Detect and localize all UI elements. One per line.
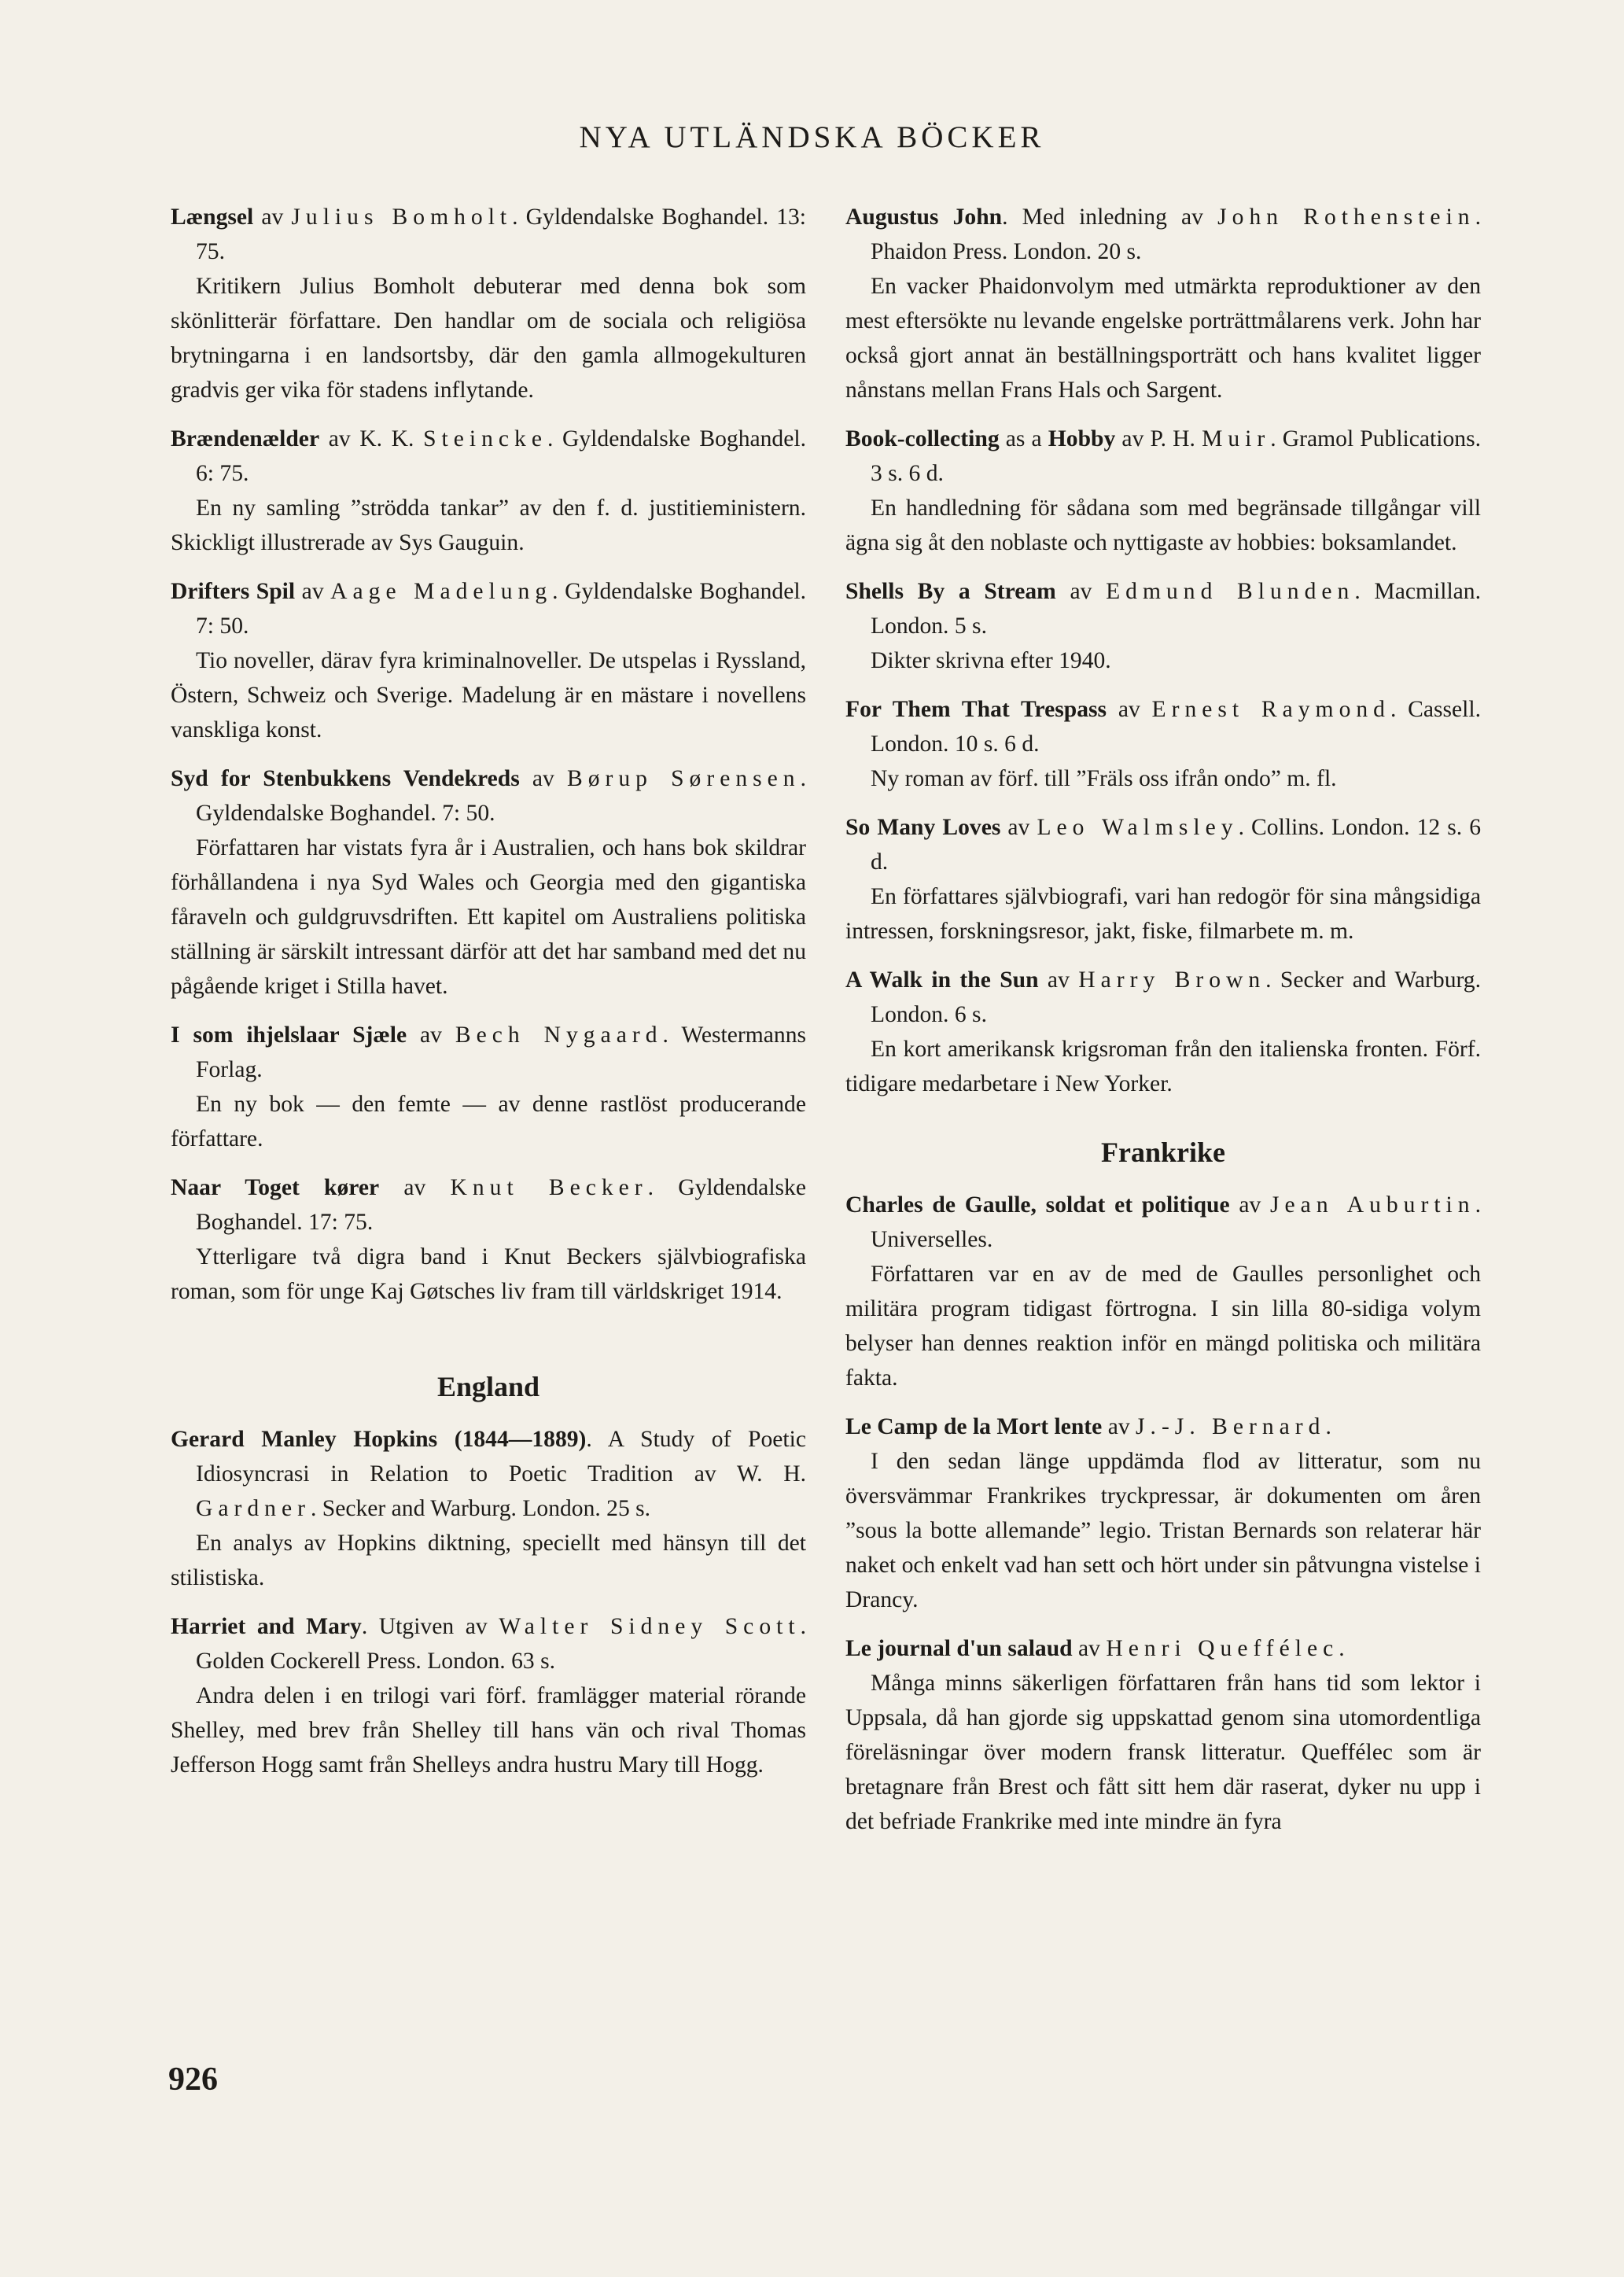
book-author: Aage Madelung bbox=[330, 579, 553, 604]
book-author: Muir bbox=[1202, 426, 1271, 451]
book-title: Book-collecting bbox=[845, 426, 1000, 451]
book-entry: Le journal d'un salaud av Henri Queffélec. Många minns säkerligen författaren från hans tid som lektor i Uppsala, då han gjorde sig uppskattad genom sina utomordentliga föreläsningar över modern fransk litteratur. Queffélec som är bretagnare från Brest och fått sitt hem där raserat, dyker nu upp i det befriade Frankrike med inte mindre än fyra bbox=[845, 1631, 1481, 1839]
book-description: Dikter skrivna efter 1940. bbox=[871, 648, 1111, 673]
book-entry: Gerard Manley Hopkins (1844—1889). A Study of Poetic Idiosyncrasi in Relation to Poetic Tradition av W. H. Gardner. Secker and Warburg. London. 25 s. En analys av Hopkins diktning, speciellt med hänsyn till det stilistiska. bbox=[171, 1422, 806, 1595]
book-author: Edmund Blunden bbox=[1106, 579, 1355, 604]
book-title: For Them That Trespass bbox=[845, 697, 1107, 722]
book-title: Brændenælder bbox=[171, 426, 320, 451]
book-author: Knut Becker bbox=[450, 1175, 648, 1200]
book-author: Julius Bomholt bbox=[291, 204, 513, 230]
book-title-part: Hobby bbox=[1048, 426, 1116, 451]
book-description: En analys av Hopkins diktning, speciellt med hänsyn till det stilistiska. bbox=[171, 1531, 806, 1590]
right-column bbox=[845, 200, 1481, 1853]
book-author: Henri Queffélec bbox=[1106, 1636, 1339, 1661]
book-description: I den sedan länge uppdämda flod av litteratur, som nu översvämmar Frankrikes tryckpressar, är dokumenten om åren ”sous la botte allemande” legio. Tristan Bernards son relaterar här naket och enkelt vad han sett och hört under sin påtvungna vistelse i Drancy. bbox=[845, 1449, 1481, 1612]
book-title: Drifters Spil bbox=[171, 579, 296, 604]
book-entry: Augustus John. Med inledning av John Rothenstein. Phaidon Press. London. 20 s. En vacker Phaidonvolym med utmärkta reproduktioner av den mest eftersökte nu levande engelske porträttmålarens verk. John har också gjort annat än beställningsporträtt och hans kvalitet ligger nånstans mellan Frans Hals och Sargent. bbox=[845, 200, 1481, 407]
book-title: Le journal d'un salaud bbox=[845, 1636, 1073, 1661]
book-description: En ny samling ”strödda tankar” av den f. d. justitieministern. Skickligt illustrerade av Sys Gauguin. bbox=[171, 496, 806, 555]
book-title: Syd for Stenbukkens Vendekreds bbox=[171, 766, 520, 791]
book-title: Længsel bbox=[171, 204, 254, 230]
book-description: En handledning för sådana som med begränsade tillgångar vill ägna sig åt den noblaste och nyttigaste av hobbies: boksamlandet. bbox=[845, 496, 1481, 555]
book-description: En vacker Phaidonvolym med utmärkta reproduktioner av den mest eftersökte nu levande engelske porträttmålarens verk. John har också gjort annat än beställningsporträtt och hans kvalitet ligger nånstans mellan Frans Hals och Sargent. bbox=[845, 274, 1481, 403]
book-entry: Syd for Stenbukkens Vendekreds av Børup Sørensen. Gyldendalske Boghandel. 7: 50. Författaren har vistats fyra år i Australien, och hans bok skildrar förhållandena i nya Syd Wales och Georgia med den gigantiska fåraveln och guldgruvsdriften. Ett kapitel om Australiens politiska ställning är särskilt intressant därför att det har samband med det nu pågående kriget i Stilla havet. bbox=[171, 761, 806, 1004]
book-title: Harriet and Mary bbox=[171, 1614, 362, 1639]
book-title: Naar Toget kører bbox=[171, 1175, 380, 1200]
book-description: Andra delen i en trilogi vari förf. framlägger material rörande Shelley, med brev från Shelley till hans vän och rival Thomas Jefferson Hogg samt från Shelleys andra hustru Mary till Hogg. bbox=[171, 1683, 806, 1778]
book-entry: For Them That Trespass av Ernest Raymond. Cassell. London. 10 s. 6 d. Ny roman av förf. till ”Fräls oss ifrån ondo” m. fl. bbox=[845, 692, 1481, 796]
book-entry: Shells By a Stream av Edmund Blunden. Macmillan. London. 5 s. Dikter skrivna efter 1940. bbox=[845, 574, 1481, 678]
book-description: Många minns säkerligen författaren från hans tid som lektor i Uppsala, då han gjorde sig uppskattad genom sina utomordentliga föreläsningar över modern fransk litteratur. Queffélec som är bretagnare från Brest och fått sitt hem där raserat, dyker nu upp i det befriade Frankrike med inte mindre än fyra bbox=[845, 1671, 1481, 1834]
book-author: Steincke bbox=[423, 426, 547, 451]
book-entry: Naar Toget kører av Knut Becker. Gyldendalske Boghandel. 17: 75. Ytterligare två digra band i Knut Beckers självbiografiska roman, som för unge Kaj Gøtsches liv fram till världskriget 1914. bbox=[171, 1170, 806, 1309]
book-author: Børup Sørensen bbox=[566, 766, 801, 791]
book-description: Tio noveller, därav fyra kriminalnoveller. De utspelas i Ryssland, Östern, Schweiz och Sverige. Madelung är en mästare i novellens vanskliga konst. bbox=[171, 648, 806, 742]
book-author: Jean Auburtin bbox=[1270, 1192, 1475, 1218]
book-title: Charles de Gaulle, soldat et politique bbox=[845, 1192, 1230, 1218]
book-entry: Brændenælder av K. K. Steincke. Gyldendalske Boghandel. 6: 75. En ny samling ”strödda tankar” av den f. d. justitieministern. Skickligt illustrerade av Sys Gauguin. bbox=[171, 422, 806, 560]
section-heading-england: England bbox=[436, 1371, 540, 1402]
book-title: A Walk in the Sun bbox=[845, 967, 1039, 993]
book-author: John Rothenstein bbox=[1217, 204, 1475, 230]
book-author: Ernest Raymond bbox=[1151, 697, 1390, 722]
page-header: NYA UTLÄNDSKA BÖCKER bbox=[579, 120, 1045, 154]
book-title: Augustus John bbox=[845, 204, 1003, 230]
book-author: Gardner bbox=[196, 1496, 311, 1521]
book-author: Leo Walmsley bbox=[1037, 815, 1239, 840]
book-description: En kort amerikansk krigsroman från den italienska fronten. Förf. tidigare medarbetare i New Yorker. bbox=[845, 1037, 1481, 1096]
book-entry: Le Camp de la Mort lente av J.-J. Bernard. I den sedan länge uppdämda flod av litteratur, som nu översvämmar Frankrikes tryckpressar, är dokumenten om åren ”sous la botte allemande” legio. Tristan Bernards son relaterar här naket och enkelt vad han sett och hört under sin påtvungna vistelse i Drancy. bbox=[845, 1409, 1481, 1617]
book-author: Walter Sidney Scott bbox=[499, 1614, 801, 1639]
book-description: Ytterligare två digra band i Knut Beckers självbiografiska roman, som för unge Kaj Gøtsches liv fram till världskriget 1914. bbox=[171, 1244, 806, 1304]
book-description: Kritikern Julius Bomholt debuterar med denna bok som skönlitterär författare. Den handlar om de sociala och religiösa brytningarna i en landsortsby, där den gamla allmogekulturen gradvis ger vika för stadens inflytande. bbox=[171, 274, 806, 403]
book-author: Harry Brown bbox=[1078, 967, 1266, 993]
left-column bbox=[171, 200, 806, 1796]
book-description: Författaren har vistats fyra år i Australien, och hans bok skildrar förhållandena i nya Syd Wales och Georgia med den gigantiska fåraveln och guldgruvsdriften. Ett kapitel om Australiens politiska ställning är särskilt intressant därför att det har samband med det nu pågående kriget i Stilla havet. bbox=[171, 835, 806, 999]
book-author: Bech Nygaard bbox=[455, 1022, 663, 1048]
section-heading-frankrike: Frankrike bbox=[1101, 1137, 1225, 1168]
book-entry: Drifters Spil av Aage Madelung. Gyldendalske Boghandel. 7: 50. Tio noveller, därav fyra kriminalnoveller. De utspelas i Ryssland, Östern, Schweiz och Sverige. Madelung är en mästare i novellens vanskliga konst. bbox=[171, 574, 806, 747]
page-number: 926 bbox=[168, 2061, 218, 2098]
book-entry: Længsel av Julius Bomholt. Gyldendalske Boghandel. 13: 75. Kritikern Julius Bomholt debuterar med denna bok som skönlitterär författare. Den handlar om de sociala och religiösa brytningarna i en landsortsby, där den gamla allmogekulturen gradvis ger vika för stadens inflytande. bbox=[171, 200, 806, 407]
book-description: En ny bok — den femte — av denne rastlöst producerande författare. bbox=[171, 1092, 806, 1151]
book-title: I som ihjelslaar Sjæle bbox=[171, 1022, 407, 1048]
book-description: Ny roman av förf. till ”Fräls oss ifrån ondo” m. fl. bbox=[871, 766, 1337, 791]
book-entry: A Walk in the Sun av Harry Brown. Secker and Warburg. London. 6 s. En kort amerikansk krigsroman från den italienska fronten. Förf. tidigare medarbetare i New Yorker. bbox=[845, 963, 1481, 1101]
book-entry: Book-collecting as a Hobby av P. H. Muir. Gramol Publications. 3 s. 6 d. En handledning för sådana som med begränsade tillgångar vill ägna sig åt den noblaste och nyttigaste av hobbies: boksamlandet. bbox=[845, 422, 1481, 560]
book-description: En författares självbiografi, vari han redogör för sina mångsidiga intressen, forskningsresor, jakt, fiske, filmarbete m. m. bbox=[845, 884, 1481, 944]
book-title: Gerard Manley Hopkins (1844—1889) bbox=[171, 1427, 587, 1452]
book-entry: Charles de Gaulle, soldat et politique av Jean Auburtin. Universelles. Författaren var en av de med de Gaulles personlighet och militära program tidigast förtrogna. I sin lilla 80-sidiga volym belyser han dennes reaktion inför en mängd politiska och militära fakta. bbox=[845, 1188, 1481, 1395]
book-title: So Many Loves bbox=[845, 815, 1001, 840]
book-entry: Harriet and Mary. Utgiven av Walter Sidney Scott. Golden Cockerell Press. London. 63 s. Andra delen i en trilogi vari förf. framlägger material rörande Shelley, med brev från Shelley till hans vän och rival Thomas Jefferson Hogg samt från Shelleys andra hustru Mary till Hogg. bbox=[171, 1609, 806, 1782]
book-description: Författaren var en av de med de Gaulles personlighet och militära program tidigast förtrogna. I sin lilla 80-sidiga volym belyser han dennes reaktion inför en mängd politiska och militära fakta. bbox=[845, 1262, 1481, 1391]
book-author: J.-J. Bernard bbox=[1136, 1414, 1326, 1439]
book-entry: I som ihjelslaar Sjæle av Bech Nygaard. Westermanns Forlag. En ny bok — den femte — av denne rastlöst producerande författare. bbox=[171, 1018, 806, 1156]
book-title: Le Camp de la Mort lente bbox=[845, 1414, 1103, 1439]
book-title: Shells By a Stream bbox=[845, 579, 1056, 604]
book-entry: So Many Loves av Leo Walmsley. Collins. London. 12 s. 6 d. En författares självbiografi, vari han redogör för sina mångsidiga intressen, forskningsresor, jakt, fiske, filmarbete m. m. bbox=[845, 810, 1481, 949]
